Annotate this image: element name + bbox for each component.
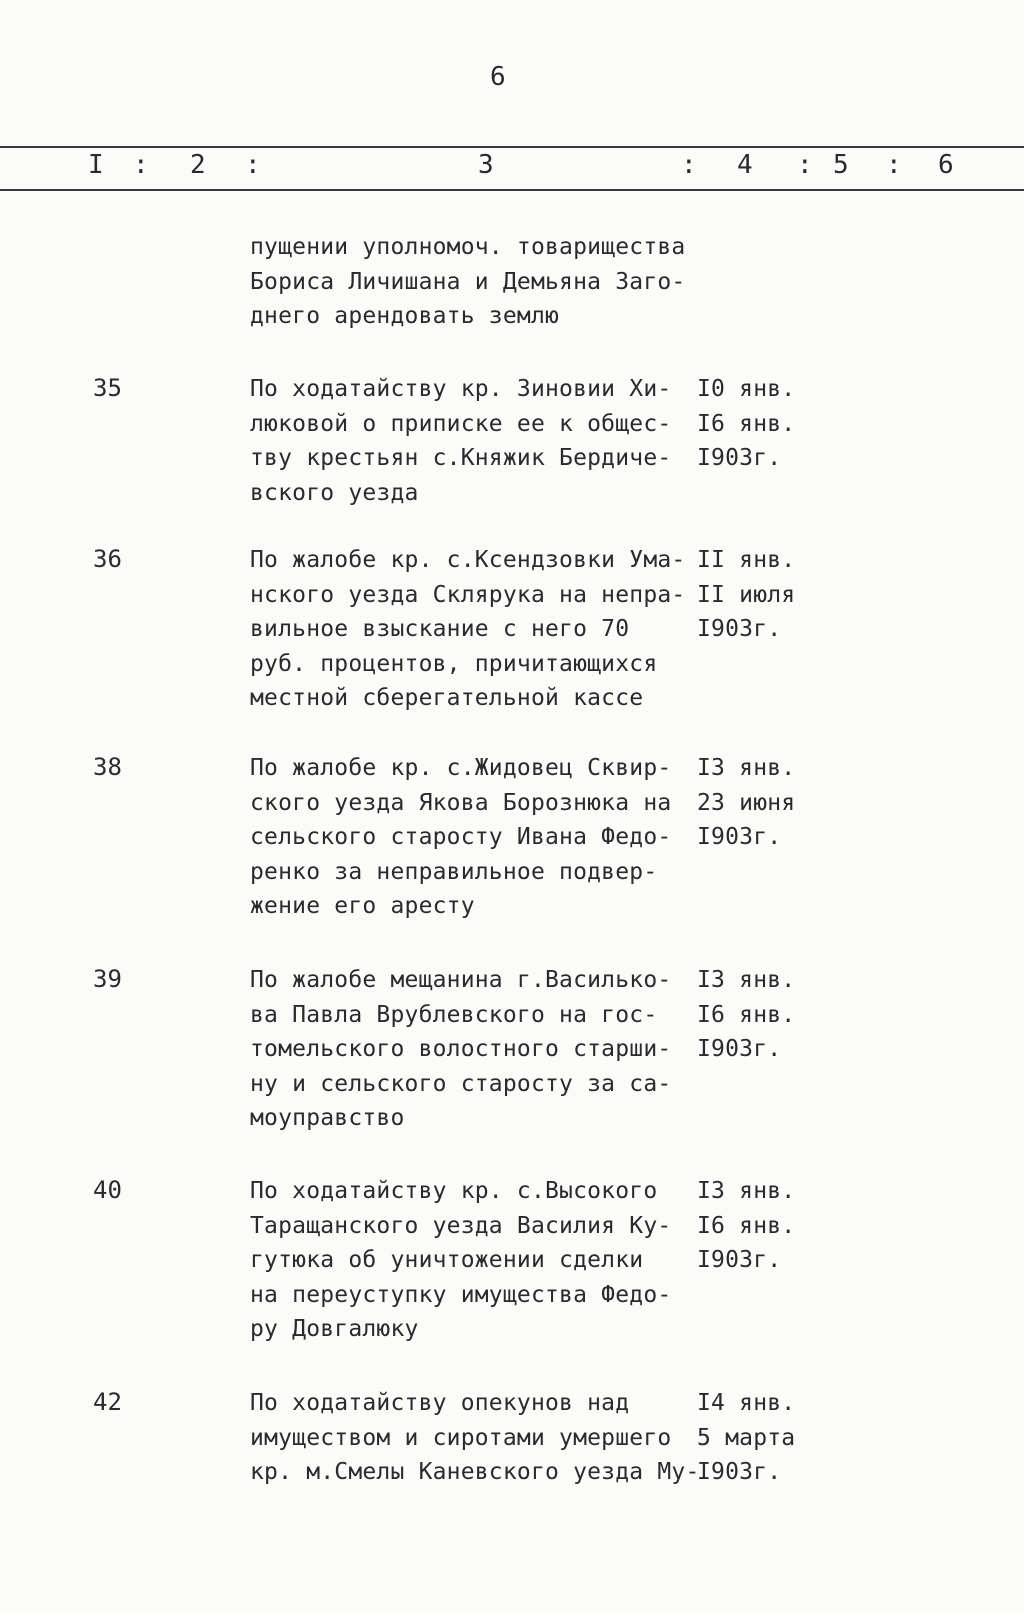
- column-separator: :: [681, 150, 697, 180]
- date-end: I6 янв.: [697, 410, 796, 437]
- description-line: имуществом и сиротами умершего: [250, 1424, 672, 1451]
- column-header-2: 2: [190, 150, 206, 180]
- description-line: тву крестьян с.Княжик Бердиче-: [250, 445, 672, 471]
- description-line: днего арендовать землю: [250, 303, 560, 329]
- column-header-3: 3: [478, 150, 494, 180]
- entry-description: [250, 1174, 690, 1347]
- date-year: I903г.: [697, 1036, 782, 1062]
- description-line: жение его аресту: [250, 893, 475, 919]
- description-line: моуправство: [250, 1105, 405, 1131]
- entry-number: 38: [93, 753, 122, 781]
- entry-dates: [697, 1386, 817, 1490]
- description-line: люковой о приписке ее к общес-: [250, 410, 672, 437]
- description-line: вильное взыскание с него 70: [250, 616, 630, 642]
- description-line: По жалобе кр. с.Жидовец Сквир-: [250, 755, 672, 781]
- description-line: кр. м.Смелы Каневского уезда Му-: [250, 1459, 700, 1485]
- entry-dates: [697, 963, 817, 1067]
- description-line: По жалобе кр. с.Ксендзовки Ума-: [250, 547, 686, 573]
- date-start: II янв.: [697, 547, 796, 573]
- description-line: вского уезда: [250, 479, 419, 506]
- column-header-1: I: [88, 150, 104, 180]
- entry-dates: [697, 372, 817, 476]
- description-line: ского уезда Якова Борознюка на: [250, 789, 672, 816]
- date-start: I0 янв.: [697, 376, 796, 402]
- date-start: I4 янв.: [697, 1390, 796, 1416]
- description-line: пущении уполномоч. товарищества: [250, 234, 686, 260]
- entry-number: 39: [93, 965, 122, 993]
- header-rule-bottom: [0, 189, 1024, 191]
- description-line: Таращанского уезда Василия Ку-: [250, 1212, 672, 1239]
- entry-description: [250, 1386, 700, 1490]
- entry-number: 40: [93, 1176, 122, 1204]
- description-line: По ходатайству кр. Зиновии Хи-: [250, 376, 672, 402]
- date-start: I3 янв.: [697, 755, 796, 781]
- entry-number: 42: [93, 1388, 122, 1416]
- entry-dates: [697, 1174, 817, 1278]
- description-line: гутюка об уничтожении сделки: [250, 1247, 644, 1273]
- date-end: II июля: [697, 581, 796, 608]
- description-line: По ходатайству опекунов над: [250, 1390, 630, 1416]
- description-line: По ходатайству кр. с.Высокого: [250, 1178, 658, 1204]
- entry-description: [250, 230, 690, 334]
- entry-number: 36: [93, 545, 122, 573]
- entry-dates: [697, 751, 817, 855]
- date-end: 23 июня: [697, 789, 796, 816]
- description-line: на переуступку имущества Федо-: [250, 1281, 672, 1308]
- entry-number: 35: [93, 374, 122, 402]
- description-line: ру Довгалюку: [250, 1316, 419, 1342]
- date-end: I6 янв.: [697, 1001, 796, 1028]
- description-line: По жалобе мещанина г.Василько-: [250, 967, 672, 993]
- description-line: сельского старосту Ивана Федо-: [250, 824, 672, 850]
- column-separator: :: [886, 150, 902, 180]
- column-header-4: 4: [737, 150, 753, 180]
- date-start: I3 янв.: [697, 1178, 796, 1204]
- entry-description: [250, 372, 690, 510]
- date-year: I903г.: [697, 1247, 782, 1273]
- date-year: I903г.: [697, 1459, 782, 1485]
- header-rule-top: [0, 146, 1024, 148]
- description-line: томельского волостного старши-: [250, 1036, 672, 1062]
- column-header-6: 6: [938, 150, 954, 180]
- description-line: ва Павла Врублевского на гос-: [250, 1001, 658, 1028]
- entry-description: [250, 751, 690, 924]
- entry-description: [250, 543, 690, 716]
- description-line: местной сберегательной кассе: [250, 685, 644, 711]
- date-start: I3 янв.: [697, 967, 796, 993]
- column-separator: :: [245, 150, 261, 180]
- date-end: 5 марта: [697, 1424, 796, 1451]
- page-number: 6: [490, 62, 506, 92]
- date-year: I903г.: [697, 445, 782, 471]
- column-header-5: 5: [833, 150, 849, 180]
- column-separator: :: [133, 150, 149, 180]
- description-line: Бориса Личишана и Демьяна Заго-: [250, 268, 686, 295]
- entry-dates: [697, 543, 817, 647]
- date-year: I903г.: [697, 824, 782, 850]
- date-end: I6 янв.: [697, 1212, 796, 1239]
- date-year: I903г.: [697, 616, 782, 642]
- description-line: нского уезда Склярука на непра-: [250, 581, 686, 608]
- entry-description: [250, 963, 690, 1136]
- description-line: ну и сельского старосту за са-: [250, 1070, 672, 1097]
- column-separator: :: [797, 150, 813, 180]
- description-line: ренко за неправильное подвер-: [250, 858, 658, 885]
- description-line: руб. процентов, причитающихся: [250, 650, 658, 677]
